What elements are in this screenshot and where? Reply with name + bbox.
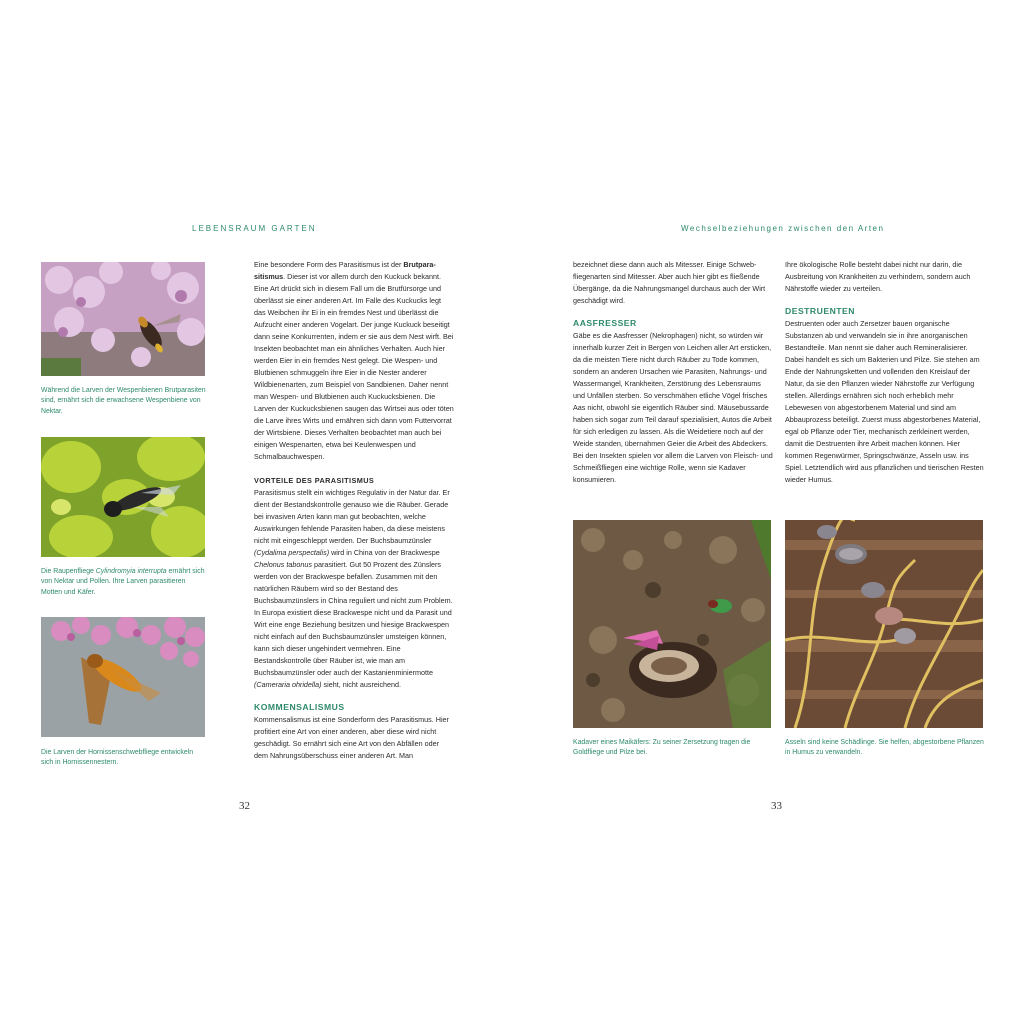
caption-wasp-bee: Während die Larven der Wespenbienen Brutparasiten sind, ernährt sich die erwachsene Wespenbiene von Nektar. — [41, 387, 206, 415]
heading-aasfresser: AASFRESSER — [573, 318, 637, 328]
running-head-left: LEBENSRAUM GARTEN — [192, 224, 317, 233]
paragraph-aasfresser: Gäbe es die Aasfresser (Nekrophagen) nicht, so würden wir innerhalb kurzer Zeit in Bergen von Leichen aller Art ersticken, da die meisten Tiere nicht durch Räuber zu Tode kommen, sondern an anderen Ursachen wie Parasiten, Nahrungs- und Wassermangel, Krankheiten, Zerstörung des Lebensraums und Unfällen sterben. So verschmähen etliche Vögel frisches Aas nicht, obwohl sie eigentlich Räuber sind. Mäusebussarde haben sich sogar zum Teil darauf spezialisiert, Autos die Arbeit für sich erledigen zu lassen. Als die Weidetiere noch auf der Weide standen, übernahmen Geier die Arbeit des Abdeckers. Bei den Insekten spielen vor allem die Larven von Fleisch- und Schmeißfliegen eine wichtige Rolle, wenn sie Kadaver konsumieren. — [573, 331, 773, 484]
page-number-left: 32 — [239, 800, 250, 812]
photo-beetle-carcass — [573, 520, 771, 728]
caption-woodlice: Asseln sind keine Schädlinge. Sie helfen, abgestorbene Pflanzen in Humus zu verwandeln. — [785, 739, 984, 757]
caption-hoverfly: Die Larven der Hornissenschwebfliege entwickeln sich in Hornissennestern. — [41, 749, 194, 767]
photo-hoverfly — [41, 617, 205, 737]
photo-wasp-bee — [41, 262, 205, 376]
running-head-right: Wechselbeziehungen zwischen den Arten — [681, 224, 885, 233]
column-2 — [573, 259, 773, 486]
column-3 — [785, 259, 985, 486]
photo-woodlice — [785, 520, 983, 728]
paragraph-destruenten: Destruenten oder auch Zersetzer bauen organische Substanzen ab und verwandeln sie in ihre anorganischen Bestandteile. Man nennt sie daher auch Remineralisierer. Dabei handelt es sich um Bakterien und Pilze. Sie stehen am Ende der Nahrungsketten und vollenden den Kreislauf der Natur, da sie den Pflanzen wieder Nährstoffe zur Verfügung stellen. Allerdings ernähren sich noch erheblich mehr Lebewesen von abgestorbenem Material und sind am Abbauprozess beteiligt. Zuerst muss abgestorbenes Material, egal ob Pflanze oder Tier, mechanisch zerkleinert werden, damit die Destruenten ihre Arbeit machen können. Hier kommen Regenwürmer, Springschwänze, Asseln usw. ins Spiel. Letztendlich wird aus pflanzlichen und tierischen Resten wieder Humus. — [785, 319, 984, 484]
paragraph-vorteile: Parasitismus stellt ein wichtiges Regulativ in der Natur dar. Er dient der Bestandskontrolle genauso wie die Räuber. Gerade bei invasiven Arten kann man gut beobachten, welche Auswirkungen fehlende Parasiten haben, da diese meistens nicht mit eingeschleppt werden. Der Buchsbaumzünsler (Cydalima perspectalis) wird in China von der Brackwespe Chelonus tabonus parasitiert. Gut 50 Prozent des Zünslers werden von der Brackwespe befallen. Zusammen mit den natürlichen Räubern wird so der Bestand des Buchsbaumzünslers in China reguliert und nicht zum Problem. In Europa existiert diese Brackwespe nicht und da Parasit und Wirt eine enge Beziehung besitzen und hiesige Brackwespen nicht einfach auf den Buchsbaumzünsler umsteigen können, kann sich dieser ungehindert vermehren. Eine Bestandskontrolle über Räuber ist, wie man am Buchsbaumzünsler oder auch der Kastanienminiermotte (Cameraria ohridella) sieht, nicht ausreichend. — [254, 488, 453, 689]
column-1 — [254, 259, 454, 762]
paragraph-rolle: Ihre ökologische Rolle besteht dabei nicht nur darin, die Ausbreitung von Krankheiten zu verhindern, sondern auch Nährstoffe wieder zu verteilen. — [785, 260, 971, 293]
heading-kommensalismus: KOMMENSALISMUS — [254, 702, 345, 712]
photo-fly — [41, 437, 205, 557]
paragraph-mitesser: bezeichnet diese dann auch als Mitesser. Einige Schwebfliegenarten sind Mitesser. Aber auch hier gibt es fließende Übergänge, da die Nahrungsmangel durchaus auch der Wirt geschädigt wird. — [573, 260, 766, 305]
paragraph-brutparasitismus: Eine besondere Form des Parasitismus ist der Brutparasitismus. Dieser ist vor allem durch den Kuckuck bekannt. Eine Art drückt sich in diesem Fall um die Brutfürsorge und überlässt sie einer anderen Art. Im Falle des Kuckucks legt das Weibchen ihr Ei in ein fremdes Nest und überlässt die Aufzucht einer anderen Vogelart. Der junge Kuckuck beseitigt dann seine Konkurrenten, indem er sie aus dem Nest wirft. Bei Insekten beobachtet man ein ähnliches Verhalten. Auch hier werden Eier in ein fremdes Nest gelegt. Die Wespen- und Blutbienen schmuggeln ihre Eier in die Nester anderer Wildbienenarten, zum Beispiel von Sandbienen. Daher nennt man Wespen- und Blutbienen auch Kuckucksbienen. Die Larven der Kuckucksbienen saugen das Wirtsei aus oder töten die Larve ihres Wirts und ernähren sich dann vom Futtervorrat der Wirtsbiene. Dieses Verhalten beobachtet man auch bei einigen Wespenarten, etwa bei Keulenwespen und Schmalbauchwespen. — [254, 260, 454, 461]
caption-beetle: Kadaver eines Maikäfers: Zu seiner Zersetzung tragen die Goldfliege und Pilze bei. — [573, 739, 751, 757]
heading-vorteile: VORTEILE DES PARASITISMUS — [254, 476, 375, 485]
heading-destruenten: DESTRUENTEN — [785, 306, 855, 316]
caption-fly: Die Raupenfliege Cylindromyia interrupta ernährt sich von Nektar und Pollen. Ihre Larven parasitieren Motten und Käfer. — [41, 568, 205, 596]
paragraph-kommensalismus: Kommensalismus ist eine Sonderform des Parasitismus. Hier profitiert eine Art von einer anderen, aber diese wird nicht geschädigt. So ernährt sich eine Art von den Abfällen oder dem Nahrungsüberschuss einer anderen Art. Man — [254, 715, 449, 760]
page-number-right: 33 — [771, 800, 782, 812]
